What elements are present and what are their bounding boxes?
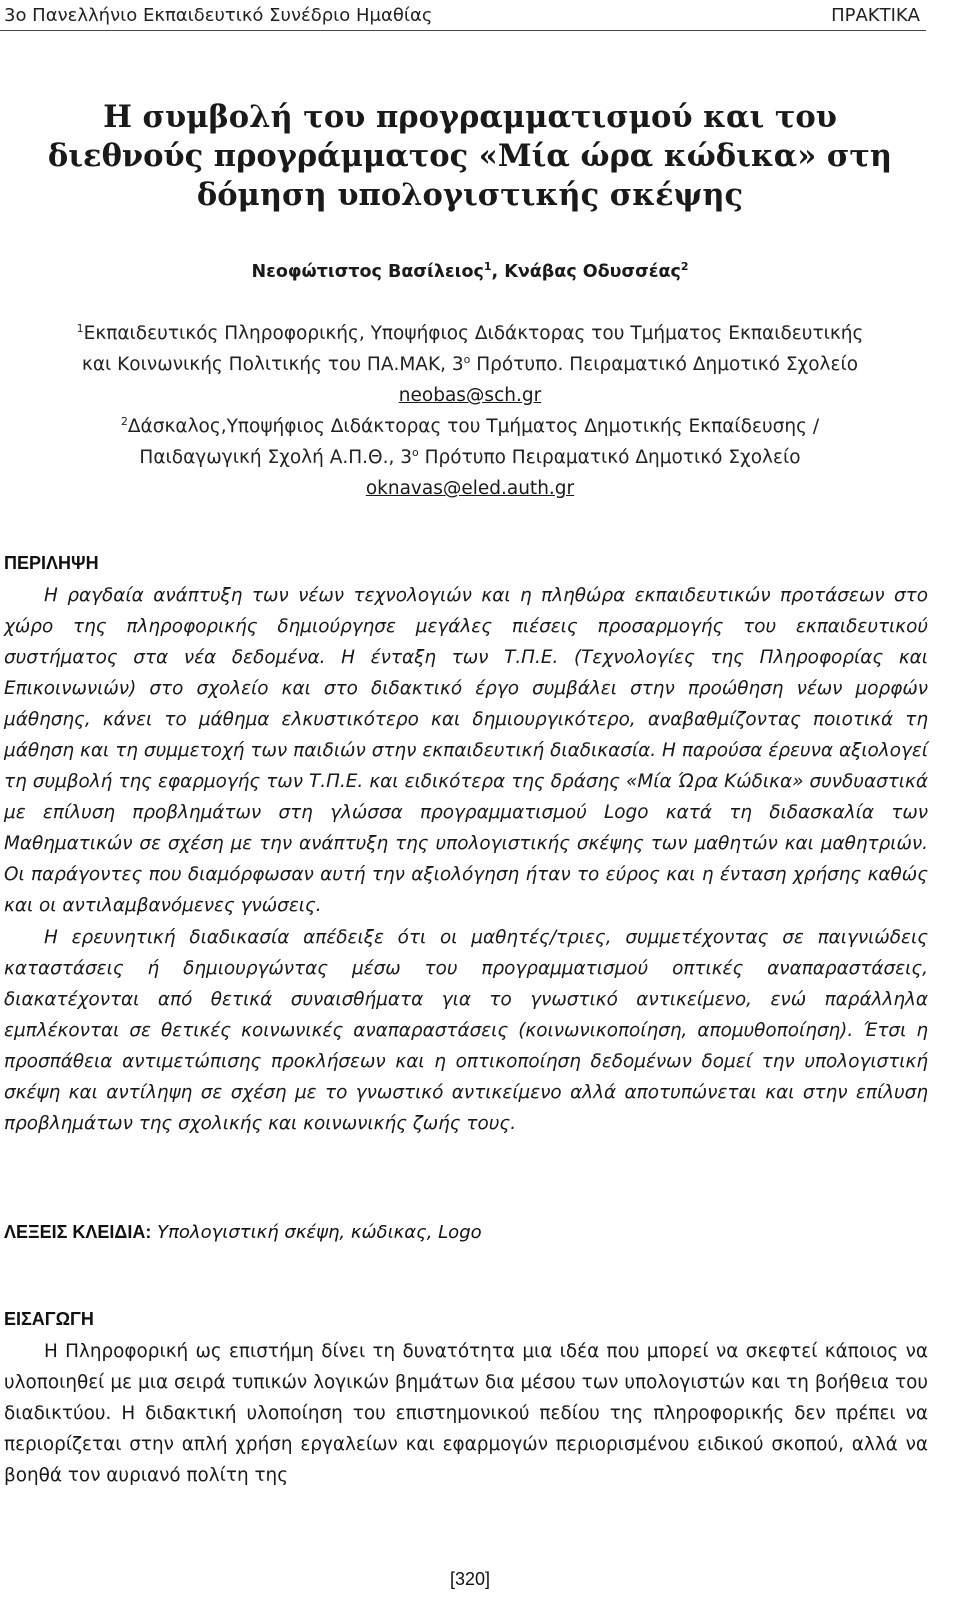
introduction-body [4,1336,928,1491]
running-header [4,0,920,30]
keywords [4,1222,482,1243]
page-number: [320] [449,1569,491,1589]
section-label: ΠΡΑΚΤΙΚΑ [831,4,920,26]
affiliations [0,318,940,504]
affiliation-1-line-2: και Κοινωνικής Πολιτικής του ΠΑ.ΜΑΚ, $3^o$ Πρότυπο. Πειραματικό Δημοτικό Σχολείο [81,352,859,375]
affiliation-1-email-line [0,380,940,411]
abstract-paragraph: Η ραγδαία ανάπτυξη των νέων τεχνολογιών και η πληθώρα εκπαιδευτικών προτάσεων στο χώρο της πληροφορικής δημιούργησε μεγάλες πιέσεις προσαρμογής του εκπαιδευτικού συστήματος στα νέα δεδομένα. Η ένταξη των Τ.Π.Ε. (Τεχνολογίες της Πληροφορίας και Επικοινωνιών) στο σχολείο και στο διδακτικό έργο συμβάλει στην προώθηση νέων μορφών μάθησης, κάνει το μάθημα ελκυστικότερο και δημιουργικότερο, αναβαθμίζοντας ποιοτικά τη μάθηση και τη συμμετοχή των παιδιών στην εκπαιδευτική διαδικασία. Η παρούσα έρευνα αξιολογεί τη συμβολή της εφαρμογής των Τ.Π.Ε. και ειδικότερα της δράσης «Μία Ώρα Κώδικα» συνδυαστικά με επίλυση προβλημάτων στη γλώσσα προγραμματισμού Logo κατά τη διδασκαλία των Μαθηματικών σε σχέση με την ανάπτυξη της υπολογιστικής σκέψης των μαθητών και μαθητριών. Οι παράγοντες που διαμόρφωσαν αυτή την αξιολόγηση ήταν το εύρος και η ένταση χρήσης καθώς και οι αντιλαμβανόμενες γνώσεις. [4,585,928,917]
author-list [0,262,940,282]
paper-title: Η συμβολή του προγραμματισμού και του διεθνούς προγράμματος «Μία ώρα κώδικα» στη δόμηση υπολογιστικής σκέψης [47,99,893,213]
introduction-paragraph: Η Πληροφορική ως επιστήμη δίνει τη δυνατότητα μια ιδέα που μπορεί να σκεφτεί κάποιος να υλοποιηθεί με μια σειρά τυπικών λογικών βημάτων δια μέσου των υπολογιστών και τη βοήθεια του διαδικτύου. Η διδακτική υλοποίηση του επιστημονικού πεδίου της πληροφορικής δεν πρέπει να περιορίζεται στην απλή χρήση εργαλείων και εφαρμογών περιορισμένου ειδικού σκοπού, αλλά να βοηθά τον αυριανό πολίτη της [4,1341,928,1487]
abstract-body [4,580,928,1139]
author-affiliation-mark: 1 [483,260,492,274]
header-divider [0,30,926,31]
abstract-heading: ΠΕΡΙΛΗΨΗ [4,553,99,573]
affiliation-mark: 2 [120,414,128,428]
affiliation-2-line-1: $^2$Δάσκαλος,Υποψήφιος Διδάκτορας του Τμήματος Δημοτικής Εκπαίδευσης / [120,414,820,437]
abstract-paragraph: Η ερευνητική διαδικασία απέδειξε ότι οι μαθητές/τριες, συμμετέχοντας σε παιγνιώδεις καταστάσεις ή δημιουργώντας μέσω του προγραμματισμού οπτικές αναπαραστάσεις, διακατέχονται από θετικά συναισθήματα για το γνωστικό αντικείμενο, ενώ παράλληλα εμπλέκονται σε θετικές κοινωνικές αναπαραστάσεις (κοινωνικοποίηση, απομυθοποίηση). Έτσι η προσπάθεια αντιμετώπισης προκλήσεων και η οπτικοποίηση δεδομένων δομεί την υπολογιστική σκέψη και αντίληψη σε σχέση με το γνωστικό αντικείμενο αλλά αποτυπώνεται και στην επίλυση προβλημάτων της σχολικής και κοινωνικής ζωής τους. [4,926,928,1134]
affiliation-mark: 1 [76,321,84,335]
author-name: Νεοφώτιστος Βασίλειος [251,262,484,282]
conference-name: 3ο Πανελλήνιο Εκπαιδευτικό Συνέδριο Ημαθίας [4,4,433,26]
author-separator: , [491,262,505,282]
author-affiliation-mark: 2 [680,260,689,274]
affiliation-1-line-1: $^1$Εκπαιδευτικός Πληροφορικής, Υποψήφιος Διδάκτορας του Τμήματος Εκπαιδευτικής [76,321,864,344]
introduction-heading: ΕΙΣΑΓΩΓΗ [4,1309,94,1329]
affiliation-2-line-2: Παιδαγωγική Σχολή Α.Π.Θ., $3^o$ Πρότυπο Πειραματικό Δημοτικό Σχολείο [139,445,801,468]
affiliation-2-email-line [0,473,940,504]
keywords-label: ΛΕΞΕΙΣ ΚΛΕΙΔΙΑ: [4,1222,152,1242]
keywords-values: Υπολογιστική σκέψη, κώδικας, Logo [151,1222,482,1243]
email-link[interactable]: oknavas@eled.auth.gr [365,478,575,499]
email-link[interactable]: neobas@sch.gr [398,385,542,406]
author-name: Κνάβας Οδυσσέας [504,262,681,282]
